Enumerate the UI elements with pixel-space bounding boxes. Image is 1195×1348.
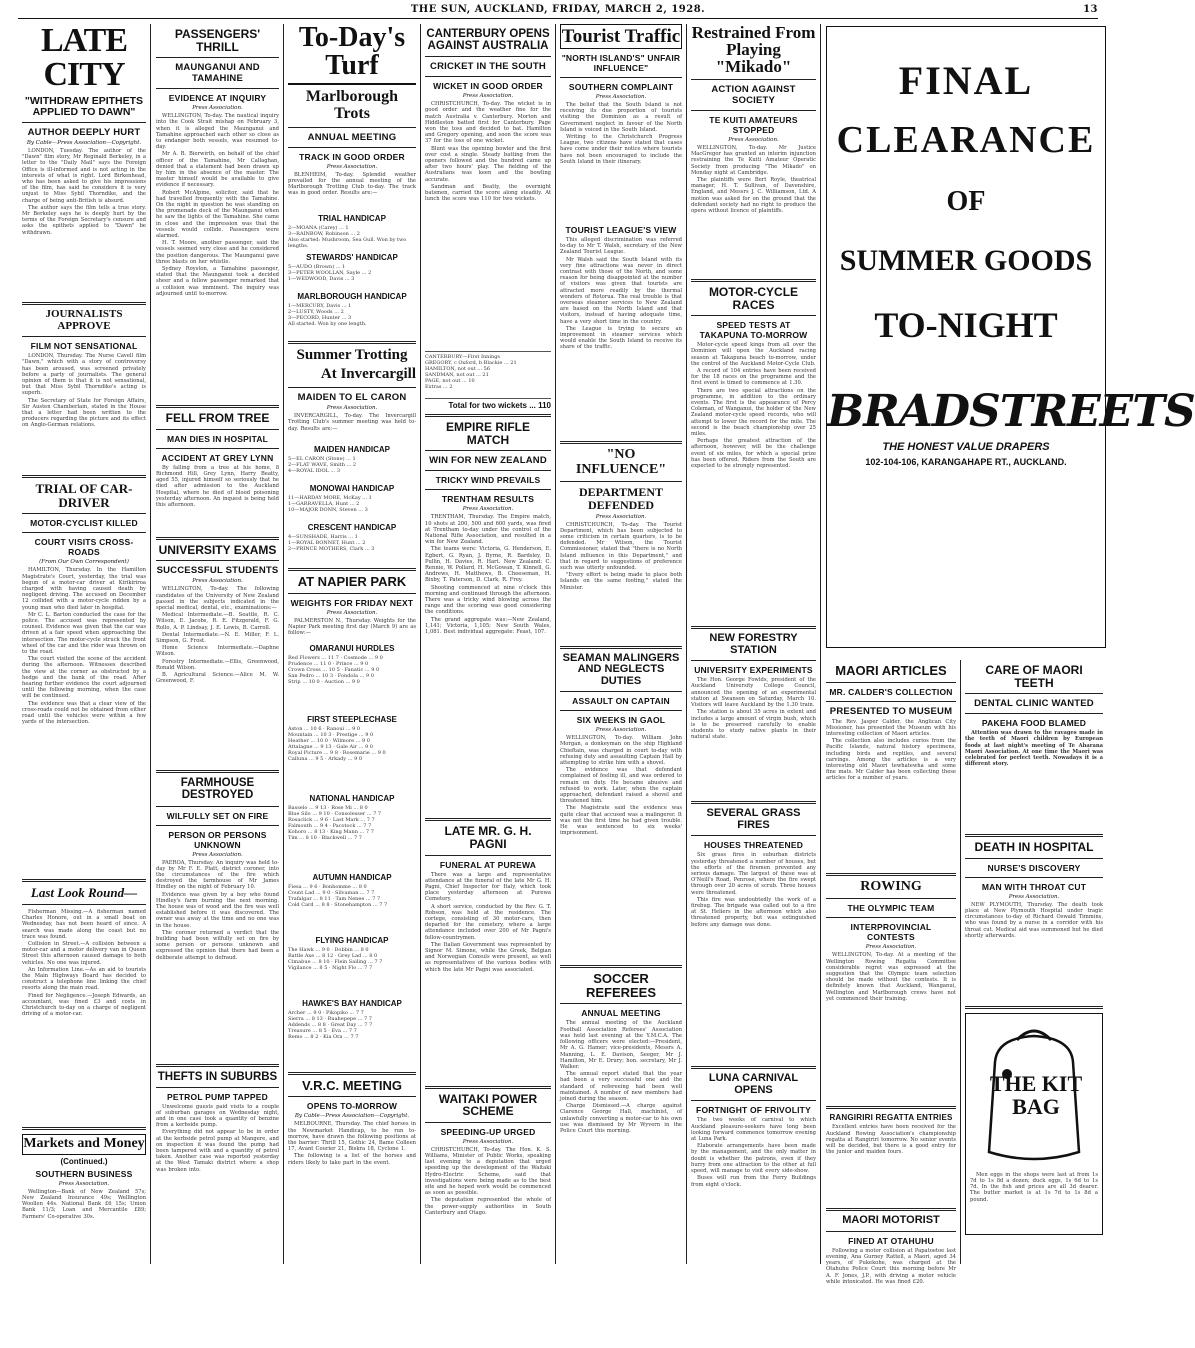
article-headline: SOCCER REFEREES [585,971,657,1000]
body-text: LONDON, Tuesday. The author of the "Dawn" film story, Mr Reginald Berkeley, in a letter to the "Daily Mail" says the Foreign Office is ill-informed and is not acting in the interests of what is right. Lord Birkenhead, who has been asked to give his impressions of the film, has said he considers it is very unjust to Miss Sybil Thorndike, and the charge of being anti-British is absurd. The author says the film tells a true story. Mr Berkeley says he is deeply hurt by the terms of the Foreign Secretary's censure and asks the epithets applied to "Dawn" be withdrawn. [22,148,146,236]
race-name: NATIONAL HANDICAP [309,793,395,803]
ad-line-tonight: TO-NIGHT [874,305,1058,345]
body-text: The belief that the South Island is not receiving its due proportion of tourists visiting the Dominion as a result of Government neglect in favour of the North Island is voiced in the South Island. Writing to the Christchurch Progress League, two citizens have stated that cases have come under their notice where tourists have not been encouraged to include the South Island in their itinerary. [560,102,682,165]
byline: By Cable—Press Association—Copyright. [26,140,142,147]
body-text: CHRISTCHURCH, To-day. The Tourist Department, which has been subjected to some criticism in certain quarters, is to be defended. Mr Wilson, the Tourist Commissioner, stated that "there is no North Island influence in this Department," and that in regard to suggestions of preference such was utterly unfounded. "Every effort is being made to place both Islands on the same footing," stated the Minister. [560,521,682,591]
body-text: WELLINGTON, To-day. The following candidates of the University of New Zealand passed in the subjects indicated in the special medical, dental, etc., examinations:— Medical Intermediate.—B. Seattle, R. C. Wilson, E. Jacobs, R. E. Fitzgerald, F. G. Rollo, A. P. Lindsay, J. E. Lewis, B. Carroll. Dental Intermediate.—N. E. Miller, F. L. Simpson, G. Frost. Home Science Intermediate.—Daphne Wilson. Forestry Intermediate.—Ellis, Greenwood, Ronald Wilson. B. Agricultural Science.—Alice M. W. Greenwood, F. [156,586,279,685]
body-text: Following a motor collision at Papatoetoe last evening, Ana Gurney Rattell, a Maori, aged 34 years, of Pukekohe, was charged at the Otahuhu Police Court this morning before Mr A. F. Jones, J.P., with driving a motor vehicle while intoxicated. He was fined £20. [826,1247,956,1285]
kit-bag-title: THE KIT BAG [989,1070,1083,1119]
article-subhead: NURSE'S DISCOVERY [987,862,1081,873]
bradstreets-logo: BRADSTREETS [827,386,1195,437]
column-7 [826,660,956,1285]
article-headline: UNIVERSITY EXAMS [158,542,277,557]
article-subhead: INTERPROVINCIAL CONTESTS [850,922,932,943]
body-text: TRENTHAM, Thursday. The Empire match, 10 shots at 200, 500 and 600 yards, was fired at Trentham to-day under the control of the National Rifle Association, and resulted in a win for New Zealand. The teams were: Victoria, G. Henderson, E. Egbert, G. Ryan, J. Byrne, R. Bardsley, D. Pullin, H. Davies, R. Hart. New Zealand: C. Rennie, W. Pollard, H. McGowan, T. Kinnell, G. Andrews, H. Matthews, B. Cheeseman, H. Bixby, T. Paterson, D. Clark, R. Frey. Shooting commenced at nine o'clock this morning and continued through the afternoon. There was a tricky wind blowing across the range and the scoring was good considering the conditions. The grand aggregate was:—New Zealand, 1,141; Victoria, 1,105; New South Wales, 1,081. Best individual aggregate: Feast, 107. [425,514,551,635]
score-total: Total for two wickets ... 110 [448,401,551,411]
article-subhead: SPEEDING-UP URGED [440,1126,536,1137]
kit-bag-advertisement [965,1013,1103,1235]
article-headline: Restrained From Playing "Mikado" [691,23,816,76]
body-text: PALMERSTON N., Thursday. Weights for the Napier Park meeting first day (March 9) are as follow:— [288,617,416,637]
byline: Press Association. [595,94,647,100]
race-name: MARLBOROUGH HANDICAP [297,291,407,301]
article-headline: "NO INFLUENCE" [575,447,667,477]
article-subhead: "NORTH ISLAND'S" UNFAIR INFLUENCE" [561,53,681,73]
article-headline: RANGIRIRI REGATTA ENTRIES [829,1113,953,1123]
race-name: FIRST STEEPLECHASE [307,714,397,724]
body-text: CHRISTCHURCH, To-day. The Hon. K. S. Williams, Minister of Public Works, speaking last evening to a deputation that urged speeding up the development of the Waitaki Hydro-Electric Scheme, said that investigations were being made as to the best site and he hoped work would be commenced as soon as possible. The deputation represented the whole of the power-supply authorities in South Canterbury and Otago. [425,1146,551,1216]
turf-heading: To-Day's Turf [288,24,416,85]
byline: Press Association. [865,944,917,951]
article-headline: MAORI ARTICLES [835,663,947,678]
race-result: Aston ... 10 6 · Ranoui ... 9 0 Mountain ... 10 3 · Prestige ... 9 0 Heather ... 10 0 · Wilmore ... 9 0 Attalagne ... 9 13 · Gale Air ... 9 0 Royal Picture ... 9 8 · Rosemarie ... 9 0 Calluna ... 9 5 · Arkady ... 9 0 [288,725,386,762]
article-headline: CANTERBURY OPENS AGAINST AUSTRALIA [426,28,550,53]
article-subhead: CRICKET IN THE SOUTH [430,61,546,73]
body-text: CHRISTCHURCH, To-day. The wicket is in good order and the weather fine for the match Australia v. Canterbury. Morton and Hiddleston batted first for Canterbury. Page won the toss and decided to bat. Hamilton and Gregory opening, and soon the score was 37 for the loss of one wicket. Blunt was the opening bowler and the first over cost a single. Steady batting from the openers followed and the hundred came up after two hours' play. The fielding of the Australians was keen and the bowling accurate. Sandman and Beatty, the overnight batsmen, carried the score along steadily. At lunch the score was 110 for two wickets. [425,101,551,203]
body-text: Men eggs in the shops were last at from 1s 7d to 1s 8d a dozen; duck eggs, 1s 6d to 1s 7d. In the fish and prices are all 3d dearer. The butter market is at 1s 7d to 1s 8d a pound. [970,1171,1098,1203]
article-subhead: SPEED TESTS AT TAKAPUNA TO-MORROW [699,320,808,341]
article-headline: TRIAL OF CAR-DRIVER [35,481,133,510]
article-subhead: SIX WEEKS IN GAOL [576,715,666,726]
ad-line-of: OF [946,186,986,217]
column-rule [283,24,284,1264]
byline: Press Association. [728,137,779,143]
article-headline: FARMHOUSE DESTROYED [180,777,255,802]
race-result: 1—MERCURY, Davis ... 1 2—LUSTY, Woods ... 2 3—PECORD, Hunter ... 3 All started. Won by one length. [288,302,367,327]
article-headline: Tourist Traffic [561,26,681,47]
race-result: Archer ... 9 0 · Pikopiko ... 7 7 Sierra ... 8 13 · Ruahepepe ... 7 7 Addends ... 8 8 · Great Day ... 7 7 Treasure ... 8 5 · Eva ... 7 7 Remo ... 8 2 · Kia Ora ... 7 7 [288,1009,373,1040]
body-text: Six grass fires in suburban districts yesterday threatened a number of houses, but the efforts of the firemen prevented any serious damage. The largest of these was at O'Neill's Road, Penrose, where the fire swept through over 20 acres of scrub. Three houses were threatened. This fire was undoubtedly the work of a firebug. The brigade was called out to a fire at St. Heliers in the afternoon which also threatened property, but was extinguished before any damage was done. [691,852,816,928]
body-text: This alleged discrimination was referred to-day to Mr T. Walsh, secretary of the New Zealand Tourist League. Mr Walsh said the South Island with its very fine attractions was never in direct contrast with those of the North, and some reason for being disappointed at the number of visitors was given that tourists are attracted more readily by the thermal wonders of Rotorua. The real trouble is that overseas steamer services to New Zealand are based on the North Island and that visitors, instead of having adequate time, have a very short time in the country. The League is trying to secure an improvement in steamer services which would enable the South Island to receive its share of the traffic. [560,237,682,351]
column-2 [156,24,279,1264]
column-rule [555,24,556,1264]
article-subhead: SOUTHERN BUSINESS [35,1168,133,1179]
body-text: MELBOURNE, Thursday. The chief horses in the Newmarket Handicap, to be run to-morrow, have drawn the following positions at the barrier: Thrill 15, Gothic 24, Bame Colleen 17, Avant Courier 21, Biskra 18, Cyclone 1. The following is a list of the horses and riders likely to take part in the event. [288,1121,416,1166]
article-headline: WAITAKI POWER SCHEME [438,1091,538,1119]
race-name: HAWKE'S BAY HANDICAP [302,998,402,1008]
article-headline: Marlborough Trots [305,88,399,122]
column-6 [691,24,816,1264]
race-name: OMARANUI HURDLES [309,643,395,653]
body-text: Wellington—Bank of New Zealand 57s; New Zealand Insurance 49s; Wellington Woollen 44s. National Bank £6 15s; Union Bank 11/3; Loan and Mercantile £89; Farmers' Co-operative 30s. [22,1188,146,1220]
article-subhead: SUCCESSFUL STUDENTS [156,565,279,577]
article-subhead: WIN FOR NEW ZEALAND [429,455,547,467]
article-headline: CARE OF MAORI TEETH [985,663,1083,690]
article-subhead: OPENS TO-MORROW [306,1101,398,1112]
article-subhead: FINED AT OTAHUHU [848,1235,934,1246]
byline: Press Association. [192,105,243,112]
race-result: 5—EL CARON (Stone) ... 1 2—FLAT WAVE, Smith ... 2 4—ROYAL IDOL ... 3 [288,456,357,475]
article-subhead: WEIGHTS FOR FRIDAY NEXT [290,597,414,608]
body-text: By falling from a tree at his home, 8 Richmond Hill, Grey Lynn, Harry Beatty, aged 55, injured himself so seriously that he died after admission to the Auckland Hospital, where he died of blood poisoning yesterday afternoon. An inquest is being held this afternoon. [156,464,279,508]
article-subhead: MOTOR-CYCLIST KILLED [30,518,138,529]
article-subhead: MAIDEN TO EL CARON [297,392,407,404]
body-text: Attention was drawn to the ravages made in the teeth of Maori children by European foods at last night's meeting of Te Aharana Maori Association. At one time the Maori was celebrated for perfect teeth. Nowadays it is a different story. [965,730,1103,768]
article-headline: Last Look Round— [30,885,138,901]
body-text: Excellent entries have been received for the Auckland Rowing Association's championship regatta at Rangiriri tomorrow. No senior events will be decided, but there is a good entry for the junior and maiden fours. [826,1124,956,1156]
article-subhead: ANNUAL MEETING [581,1008,661,1019]
article-subhead: PRESENTED TO MUSEUM [829,705,953,717]
body-text: NEW PLYMOUTH, Thursday. The death took place at New Plymouth Hospital under tragic circumstances to-day of Richard Oswald Timmins, who was found by a nurse in a corridor with his throat cut. Medical aid was summoned but he died shortly afterwards. [965,901,1103,939]
masthead [18,4,1098,19]
article-subhead: MR. CALDER'S COLLECTION [829,686,953,697]
column-3 [288,24,416,1264]
article-headline: DEATH IN HOSPITAL [974,840,1094,855]
article-subhead: TRACK IN GOOD ORDER [299,151,405,162]
article-subhead: MAN DIES IN HOSPITAL [166,433,269,444]
article-headline: ROWING [860,878,922,894]
body-text: BLENHEIM, To-day. Splendid weather prevailed for the annual meeting of the Marlborough Trotting Club to-day. The track was in good order. Results are:— [288,171,416,197]
race-result: 5—AUDO (Brown) ... 1 3—PETER WOOLLAN, Sayle ... 2 1—WEDWOOD, Davis ... 3 [288,263,372,282]
article-subhead: DENTAL CLINIC WANTED [974,698,1094,710]
body-text: The Hon. George Fowlds, president of the Auckland University College Council, announced the opening of an experimental station at Swanson on Saturday, March 10. Visitors will leave Auckland by the 1.30 train. The station is about 35 acres in extent and includes a large amount of virgin bush, which is to be preserved carefully to enable students to study native plants in their natural state. [691,677,816,741]
article-subhead: ACTION AGAINST SOCIETY [711,84,796,106]
article-headline: FELL FROM TREE [165,411,270,426]
column-rule [820,24,821,1264]
article-headline: MAORI MOTORIST [842,1214,940,1227]
body-text: The two weeks of carnival to which Auckland pleasure-seekers have long been looking forward commence tomorrow evening at Luna Park. Elaborate arrangements have been made by the management, and the only matter in doubt is whether the patrons, even if they hurry from one attraction to the other at full speed, will manage to visit every side-show. Buses will run from the Ferry Buildings from eight o'clock. [691,1117,816,1188]
body-text: WELLINGTON, To-day. William John Morgan, a donkeyman on the ship Highland Chieftain, was charged in court to-day with refusing duty and assaulting Captain Hall by attempting to strike him with a shovel. The evidence was that defendant complained of feeling ill, and was ordered to remain on duty. He became abusive and refused to work. Later, when the captain approached, defendant raised a shovel and threatened him. The Magistrate said the evidence was quite clear that accused was a malingerer. It was not the first time he had given trouble. He was sentenced to six weeks' imprisonment. [560,735,682,837]
article-headline: Summer Trotting [296,346,408,363]
article-subhead: TE KUITI AMATEURS STOPPED [709,115,798,135]
race-result: Basselo ... 9 13 · Rose Mi ... 8 0 Blue Silo ... 9 10 · Consolesser ... 7 7 Rosaclick ... 9 6 · Last Mark ... 7 7 Falmouth ... 9 4 · Pacotock ... 7 7 Kohoro ... 8 13 · King Mann ... 7 7 Tim ... 8 10 · Blackwell ... 7 7 [288,804,382,841]
body-text: WELLINGTON, To-day. At a meeting of the Wellington Rowing Regatta Committee considerable regret was expressed at the suggestion that the Olympic team selection should be made without the contests. It is definitely known that Auckland, Wanganui, Wellington and Marlborough crews have not yet commenced their training. [826,952,956,1002]
article-subhead: FILM NOT SENSATIONAL [30,341,138,352]
article-headline: SEVERAL GRASS FIRES [706,807,801,831]
article-headline: LUNA CARNIVAL OPENS [708,1072,799,1096]
body-text: The annual meeting of the Auckland Football Association Referees' Association was held last evening at the Y.M.C.A. The following officers were elected:—President, Mr A. G. Hamer; vice-presidents, Messrs A. Manning, L. E. Davison, Seeger, Mr J. Hamilton, Mr E. Drury; hon. secretary, Mr J. Walker. The annual report stated that the year had been a very successful one and the standard of refereeing had been well maintained. A number of new members had joined during the season. Charge Dismissed.—A charge against Clarence George Hall, machinist, of unlawfully converting a motor-car to his own use was dismissed by Mr Wyvern in the Police Court this morning. [560,1020,682,1134]
article-subhead: ACCIDENT AT GREY LYNN [161,452,274,463]
body-text: There was a large and representative attendance at the funeral of the late Mr G. H. Pagni, Chief Inspector for Italy, which took place yesterday afternoon at Purewa Cemetery. A short service, conducted by the Rev. G. T. Robson, was held at the residence. The cortege, consisting of 30 motor-cars, then departed for the cemetery, where a large attendance included over 200 of Mr Pagni's fellow-countrymen. The Italian Government was represented by Signor M. Simone, while the Greek, Belgian and Norwegian Consuls were present, as well as representatives of the various bodies with which the late Mr Pagni was associated. [425,871,551,973]
byline: Press Association. [326,405,378,412]
late-city-heading: LATE CITY [40,22,128,93]
article-subhead: ANNUAL MEETING [307,131,397,143]
article-subhead: HOUSES THREATENED [703,840,804,851]
article-subhead: PERSON OR PERSONS UNKNOWN [168,829,267,850]
byline: Press Association. [595,727,647,734]
article-subhead: WILFULLY SET ON FIRE [166,810,269,821]
article-headline: At Invercargill [320,366,416,383]
ad-line-final: FINAL [898,58,1034,103]
article-headline: JOURNALISTS APPROVE [45,308,123,332]
race-name: AUTUMN HANDICAP [312,872,392,882]
article-subhead: EVIDENCE AT INQUIRY [168,93,267,104]
article-headline: SEAMAN MALINGERS AND NEGLECTS DUTIES [562,651,680,687]
bradstreets-advertisement [826,26,1195,648]
article-subhead: TRICKY WIND PREVAILS [435,475,541,486]
article-headline: THEFTS IN SUBURBS [157,1070,278,1083]
continued-label: (Continued.) [60,1156,108,1166]
byline: (From Our Own Correspondent) [39,559,129,566]
column-rule [686,24,687,1264]
article-headline: EMPIRE RIFLE MATCH [445,420,530,447]
column-rule [960,660,961,1264]
article-subhead: THE OLYMPIC TEAM [847,903,935,914]
byline: Press Association. [462,506,514,513]
article-subhead: DEPARTMENT DEFENDED [578,485,664,512]
column-rule [420,24,421,1264]
body-text: PAEROA, Thursday. An inquiry was held to-day by Mr F. E. Platt, district coroner, into the circumstances of the fire which destroyed the farmhouse of Mr James Hindley on the night of February 10. Evidence was given by a boy who found Hindley's farm burning the next morning. The house was of wood and the fire was well established before it was discovered. The owner was away at the time and no one was in the house. The coroner returned a verdict that the building had been wilfully set on fire by some person or persons unknown and expressed the opinion that there had been a deliberate attempt to defraud. [156,859,279,961]
body-text: Fisherman Missing.—A fisherman named Charles Honore, out in a small boat on Wednesday, has not been heard of since. A search was made along the coast but no trace was found. Collision in Street.—A collision between a motor-car and a motor delivery van in Queen Street this afternoon caused damage to both vehicles. No one was injured. An Information Line.—As an aid to tourists the Main Highways Board has decided to construct a telephone line linking the chief resorts along the main road. Fined for Negligence.—Joseph Edwards, an accountant, was fined £3 and costs in Christchurch to-day on a charge of negligent driving of a motor-car. [22,909,146,1018]
article-headline: Markets and Money [22,1134,146,1155]
column-5 [560,24,682,1264]
article-headline: NEW FORESTRY STATION [709,632,798,656]
article-headline: MOTOR-CYCLE RACES [708,285,799,312]
body-text: WELLINGTON, To-day. Mr Justice MacGregor has granted an interim injunction restraining the Te Kuiti Amateur Operatic Society from producing "The Mikado" on Monday night at Cambridge. The plaintiffs were Bert Royle, theatrical manager, H. T. Sullivan, of Davenshire, England, and Messrs J. C. Williamson, Ltd. A motion was asked for on the ground that the defendant society had no right to produce the opera without licence of plaintiffs. [691,145,816,215]
article-subhead: MAUNGANUI AND TAMAHINE [175,62,260,85]
article-subhead: COURT VISITS CROSS-ROADS [34,537,134,558]
race-result: 11—HARDAY MORE, McKay ... 1 1—GARRAVELLA, Hunt ... 2 10—MAJOR DONN, Steven ... 3 [288,495,372,514]
race-name: CRESCENT HANDICAP [307,523,397,533]
article-subhead: FORTNIGHT OF FRIVOLITY [696,1105,811,1116]
column-rule [150,24,151,1264]
race-name: MONOWAI HANDICAP [309,484,395,494]
race-result: Red Flowers ... 11 7 · Cosmode ... 9 0 Prudence ... 11 0 · Prince ... 9 0 Crown Cross ... 10 5 · Fanatic ... 9 0 San Pedro ... 10 3 · Fondola ... 9 0 Strip ... 10 0 · Auction ... 9 0 [288,654,383,685]
article-subhead: TRENTHAM RESULTS [441,494,535,505]
race-result: Fiesa ... 9 6 · Bonhomme ... 8 0 Count Lad ... 9 0 · Silvaman ... 7 7 Trafalgar ... 8 11 · Tam Nenee ... 7 7 Cold Card ... 8 8 · Stonehampton ... 7 7 [288,883,388,908]
race-name: TRIAL HANDICAP [318,213,386,223]
byline: Press Association. [192,851,243,858]
ad-line-summer-goods: SUMMER GOODS [839,244,1093,277]
byline: Press Association. [58,1180,110,1187]
scoreboard: CANTERBURY—First Innings GREGORY, c Oxford, b Blackie ... 21 HAMILTON, not out ... 56 SANDMAN, not out ... 21 PAGE, not out ... 10 Extras ... 2 [425,351,551,399]
article-subhead: PAKEHA FOOD BLAMED [981,718,1087,729]
page-number: 13 [1083,4,1098,15]
byline: Press Association. [462,1138,514,1145]
byline: Press Association. [462,93,514,100]
article-headline: LATE MR. G. H. PAGNI [444,824,532,851]
ad-slogan: THE HONEST VALUE DRAPERS [882,441,1050,453]
article-headline: "WITHDRAW EPITHETS APPLIED TO DAWN" [24,95,144,119]
ad-address: 102-104-106, KARANGAHAPE RT., AUCKLAND. [865,457,1067,467]
byline: Press Association. [595,513,647,520]
byline: By Cable—Press Association—Copyright. [294,1113,410,1120]
article-subhead: PETROL PUMP TAPPED [167,1091,268,1102]
byline: Press Association. [192,578,243,585]
article-subhead: WICKET IN GOOD ORDER [433,81,543,92]
column-4 [425,24,551,1264]
byline: Press Association. [1008,893,1060,900]
article-headline: AT NAPIER PARK [297,574,407,590]
body-text: INVERCARGILL, To-day. The Invercargill Trotting Club's summer meeting was held to-day. Results are:— [288,413,416,432]
article-subhead: TOURIST LEAGUE'S VIEW [565,225,677,235]
column-1 [22,24,146,1264]
article-subhead: MAN WITH THROAT CUT [981,881,1087,892]
byline: Press Association. [326,163,378,170]
body-text: Motor-cycle speed kings from all over the Dominion will open the Auckland racing season at Takapuna beach to-morrow, under the control of the Auckland Motor-Cycle Club. A record of 104 entries have been received for the 18 races on the programme and the first event is timed to commence at 1.30. There are two special attractions on the programme, in addition to the ordinary events. The first is the appearance of Percy Coleman, of Wanganui, the holder of the New Zealand motor-cycle speed records, who will attempt to lower the record for the mile. The second is the beach championship over 25 miles. Perhaps the greatest attraction of the afternoon, however, will be the challenge event of six miles, for which a special prize has been offered. Riders from the South are expected to be strongly represented. [691,342,816,470]
article-subhead: UNIVERSITY EXPERIMENTS [694,665,813,676]
race-result: The Hawk ... 9 0 · Dobbin ... 8 0 Battle Axe ... 8 12 · Grey Lad ... 8 0 Cimabue ... 8 10 · Flein Sailing ... 7 7 Vigilance ... 8 5 · Night Flo ... 7 7 [288,946,383,971]
ad-line-clearance: CLEARANCE [836,119,1096,161]
article-subhead: SOUTHERN COMPLAINT [568,82,674,92]
article-subhead: AUTHOR DEEPLY HURT [27,127,141,139]
body-text: HAMILTON, Thursday. In the Hamilton Magistrate's Court, yesterday, the trial was begun of a motor-car driver at Kirikiriroa charged with having caused death by negligent driving. The accused on December 12 collided with a motor-cycle ridden by a young man who died later in hospital. Mr C. L. Barton conducted the case for the police. The accused was represented by counsel. Evidence was given that the car was driven at a fair speed when approaching the intersection. The motor-cycle struck the front wheel of the car and the rider was thrown on to the road. The court visited the scene of the accident during the afternoon. Witnesses described the view at the corner as obstructed by a hedge and the bank of the road. After hearing further evidence the court adjourned until the following morning, when the case will be continued. The evidence was that a clear view of the cross-roads could not be obtained from either road until the vehicles were within a few yards of the intersection. [22,567,146,726]
race-name: FLYING HANDICAP [315,935,389,945]
article-subhead: FUNERAL AT PUREWA [439,859,537,870]
column-8 [965,660,1103,1264]
byline: Press Association. [326,609,378,616]
body-text: LONDON, Thursday. The Nurse Cavell film "Dawn," which with a story of controversy has been aroused, was screened privately before a party of journalists. The general opinion of them is that it is not sensational, but that Miss Sybil Thorndike's acting is superb. The Secretary of State for Foreign Affairs, Sir Austen Chamberlain, stated in the House that a letter had been written to the producers regarding the picture and its effect on Anglo-German relations. [22,353,147,429]
race-name: MAIDEN HANDICAP [314,445,390,455]
body-text: Unwelcome guests paid visits to a couple of suburban garages on Wednesday night, and in one case took a quantity of benzine from a kerbside pump. Everything did not appear to be in order at the kerbside petrol pump at Mangere, and on inspection it was found the pump had been tampered with and a quantity of petrol taken. Another case was reported yesterday at the West Tamaki district where a shop was broken into. [156,1103,279,1173]
race-result: 4—SUNSHADE, Harris ... 1 1—ROYAL BONNET, Hunt ... 2 2—PRINCE MOTHERS, Clark ... 3 [288,534,375,553]
article-headline: V.R.C. MEETING [302,1077,402,1093]
article-headline: PASSENGERS' THRILL [174,27,261,54]
article-subhead: ASSAULT ON CAPTAIN [572,696,670,707]
body-text: The Rev. Jasper Calder, the Anglican City Missioner, has presented the Museum with his interesting collection of Maori articles. The collection also includes curios from the Pacific Islands, natural history specimens, including birds and reptiles, and several carvings. Among the articles is a very interesting old Maori tewhatewha and some fine mats. Mr Calder has been collecting these articles for a number of years. [826,718,956,782]
masthead-title: THE SUN, AUCKLAND, FRIDAY, MARCH 2, 1928. [410,4,706,15]
race-result: 2—MOANA (Carey) ... 1 3—RAINBOW, Robinson ... 2 Also started: Mushroom, Sea Gull. Won by two lengths. [288,224,407,249]
race-name: STEWARDS' HANDICAP [306,252,398,262]
body-text: WELLINGTON, To-day. The nautical inquiry into the Cook Strait mishap on February 3, when it is alleged the Maunganui and Tamahine approached each other so close as to endanger both vessels, was resumed to-day. Mr A. B. Bierwirth, on behalf of the chief officer of the Tamahine, Mr Callaghan, denied that a statement had been drawn up by him in the absence of the master. The master himself would be available to give evidence if necessary. Robert McAlpine, solicitor, said that he had travelled frequently with the Tamahine. On the night in question he was standing on the promenade deck of the Maunganui when he saw the lights of the Tamahine. She came in close and the impression was that the vessels would collide. Passengers were alarmed. H. T. Moore, another passenger, said the vessels seemed very close and he considered the position dangerous. The Maunganui gave three blasts on her whistle. Sydney Royston, a Tamahine passenger, stated that the Maunganui took a decided sheer and a fellow passenger remarked that a collision was imminent. The inquiry was adjourned until to-morrow. [156,113,279,297]
